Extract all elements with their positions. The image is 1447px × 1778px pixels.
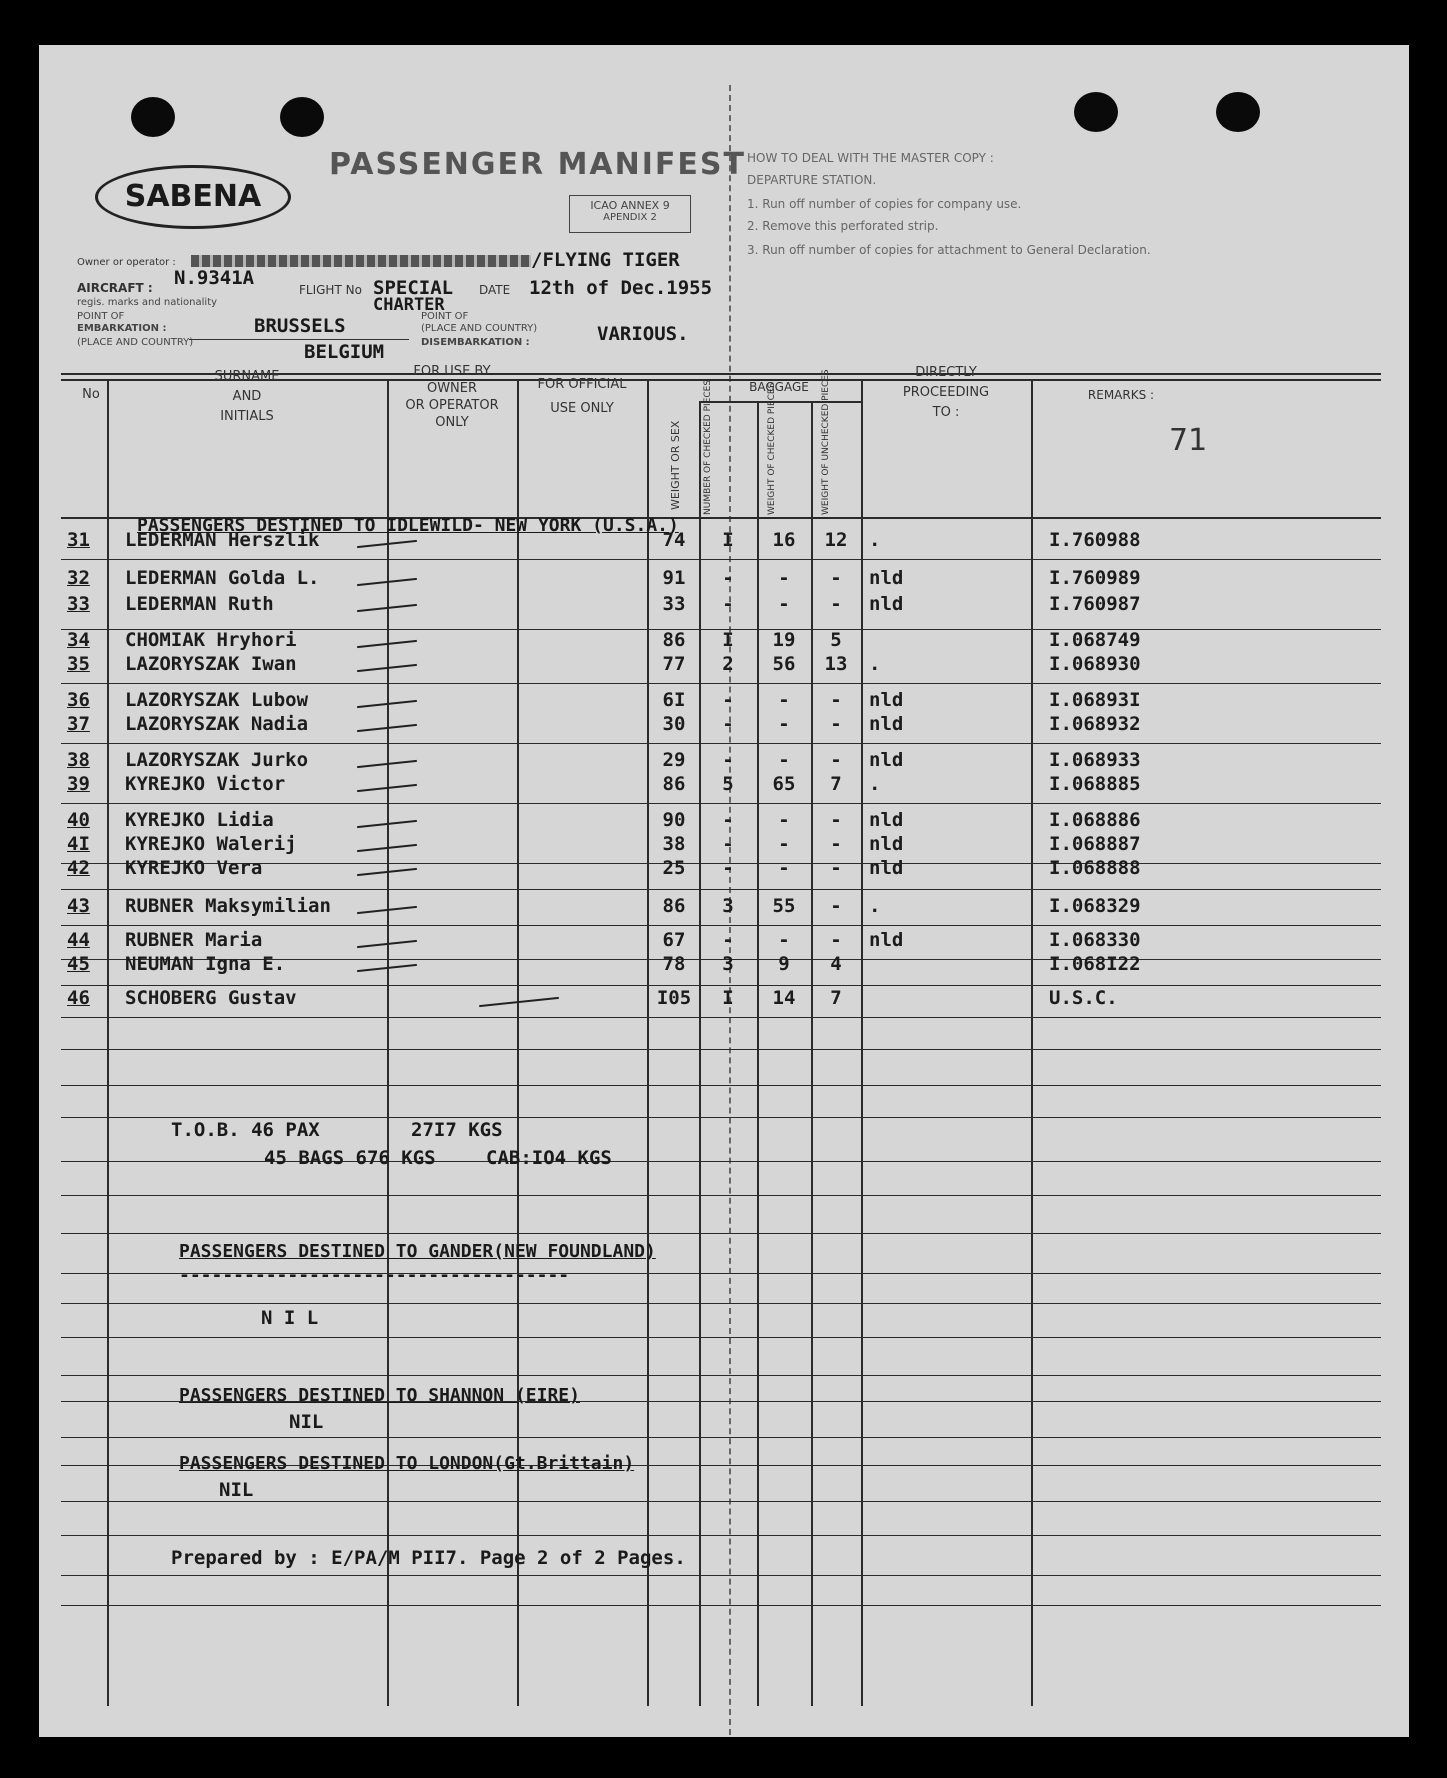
- baggage-weight-unchecked: 7: [830, 773, 842, 795]
- remarks-value: I.068886: [1049, 809, 1141, 831]
- passenger-weight: 77: [662, 653, 686, 675]
- passenger-weight: 33: [662, 593, 686, 615]
- flight-value-2: CHARTER: [373, 295, 445, 315]
- row-rule: [61, 1303, 1381, 1304]
- col-header-surname-2: AND: [232, 389, 262, 404]
- remarks-value: I.068329: [1049, 895, 1141, 917]
- row-rule: [61, 1337, 1381, 1338]
- baggage-pieces: -: [722, 857, 734, 879]
- embark-label-3: (PLACE AND COUNTRY): [77, 337, 194, 348]
- remarks-value: I.068930: [1049, 653, 1141, 675]
- passenger-weight: 90: [662, 809, 686, 831]
- baggage-weight-checked: -: [778, 809, 790, 831]
- row-rule: [61, 1501, 1381, 1502]
- col-header-weight-checked: WEIGHT OF CHECKED PIECES: [767, 382, 777, 515]
- passenger-no: 32: [67, 567, 90, 589]
- col-divider: [1031, 381, 1033, 1706]
- passenger-no: 34: [67, 629, 90, 651]
- flight-label: FLIGHT No: [299, 283, 362, 297]
- baggage-pieces: -: [722, 833, 734, 855]
- col-header-weight-unchecked: WEIGHT OF UNCHECKED PIECES: [821, 369, 831, 515]
- passenger-no: 37: [67, 713, 90, 735]
- footer-prepared-by: Prepared by : E/PA/M PII7. Page 2 of 2 Pages.: [171, 1547, 686, 1569]
- operator-label: Owner or operator :: [77, 257, 176, 268]
- baggage-weight-unchecked: -: [830, 929, 842, 951]
- directly-proceeding: nld: [869, 593, 904, 615]
- punch-hole: [1216, 92, 1260, 132]
- passenger-name: CHOMIAK Hryhori: [125, 629, 297, 651]
- directly-proceeding: nld: [869, 857, 904, 879]
- passenger-weight: I05: [656, 987, 692, 1009]
- disembark-label-2: (PLACE AND COUNTRY): [421, 323, 538, 334]
- passenger-no: 33: [67, 593, 90, 615]
- remarks-value: I.068932: [1049, 713, 1141, 735]
- col-divider: [107, 381, 109, 1706]
- directly-proceeding: nld: [869, 713, 904, 735]
- totals-bags: 45 BAGS 676 KGS: [264, 1147, 436, 1169]
- disembark-value: VARIOUS.: [597, 323, 689, 345]
- row-rule: [61, 1375, 1381, 1376]
- embark-value-1: BRUSSELS: [254, 315, 346, 337]
- baggage-pieces: I: [722, 987, 734, 1009]
- section-heading-gander: PASSENGERS DESTINED TO GANDER(NEW FOUNDLAND): [179, 1241, 656, 1262]
- passenger-name: LAZORYSZAK Lubow: [125, 689, 309, 711]
- baggage-weight-unchecked: 7: [830, 987, 842, 1009]
- col-header-directly-3: TO :: [932, 405, 960, 420]
- remarks-value: I.068933: [1049, 749, 1141, 771]
- baggage-weight-checked: 55: [772, 895, 796, 917]
- passenger-name: RUBNER Maria: [125, 929, 263, 951]
- logo-text: SABENA: [124, 179, 262, 214]
- col-header-surname-3: INITIALS: [220, 409, 274, 424]
- section-heading-shannon: PASSENGERS DESTINED TO SHANNON (EIRE): [179, 1385, 580, 1406]
- col-header-official: [517, 373, 647, 421]
- instruction-line: DEPARTURE STATION.: [747, 173, 877, 187]
- aircraft-label: AIRCRAFT :: [77, 281, 153, 295]
- col-header-baggage: BAGGAGE: [749, 380, 809, 394]
- col-header-weight-sex: WEIGHT OR SEX: [669, 420, 682, 510]
- directly-proceeding: nld: [869, 809, 904, 831]
- remarks-value: U.S.C.: [1049, 987, 1118, 1009]
- baggage-weight-checked: -: [778, 593, 790, 615]
- gander-nil: N I L: [261, 1307, 319, 1329]
- operator-strikeout: [191, 255, 531, 267]
- row-rule: [61, 743, 1381, 744]
- directly-proceeding: nld: [869, 929, 904, 951]
- aircraft-value: N.9341A: [174, 267, 255, 289]
- col-header-owner: [387, 363, 517, 431]
- col-header-official-1: FOR OFFICIAL: [537, 377, 627, 392]
- baggage-weight-checked: -: [778, 857, 790, 879]
- col-header-directly-2: PROCEEDING: [902, 385, 990, 400]
- annex-box: [569, 195, 691, 233]
- passenger-weight: 74: [662, 529, 686, 551]
- baggage-weight-checked: -: [778, 749, 790, 771]
- embark-value-2: BELGIUM: [304, 341, 385, 363]
- passenger-no: 31: [67, 529, 90, 551]
- passenger-name: KYREJKO Lidia: [125, 809, 274, 831]
- passenger-no: 39: [67, 773, 90, 795]
- row-rule: [61, 1233, 1381, 1234]
- directly-proceeding: .: [869, 895, 881, 917]
- col-header-surname-1: SURNAME: [214, 369, 280, 384]
- directly-proceeding: .: [869, 653, 881, 675]
- check-tick-mark: [479, 997, 559, 1007]
- baggage-pieces: I: [722, 529, 734, 551]
- col-header-owner-4: ONLY: [435, 415, 469, 430]
- embark-underline: [189, 339, 409, 340]
- baggage-weight-checked: 19: [772, 629, 796, 651]
- instruction-line: HOW TO DEAL WITH THE MASTER COPY :: [747, 151, 994, 165]
- punch-hole: [131, 97, 175, 137]
- baggage-pieces: -: [722, 689, 734, 711]
- passenger-name: LAZORYSZAK Jurko: [125, 749, 309, 771]
- row-rule: [61, 985, 1381, 986]
- remarks-value: I.068749: [1049, 629, 1141, 651]
- row-rule: [61, 1049, 1381, 1050]
- remarks-value: I.068887: [1049, 833, 1141, 855]
- baggage-weight-unchecked: 12: [824, 529, 848, 551]
- col-header-num-checked: NUMBER OF CHECKED PIECES: [703, 379, 713, 515]
- passenger-name: LEDERMAN Herszlik: [125, 529, 320, 551]
- totals-cabin: CAB:IO4 KGS: [486, 1147, 612, 1169]
- passenger-name: NEUMAN Igna E.: [125, 953, 286, 975]
- col-header-directly: [861, 363, 1031, 423]
- baggage-weight-checked: -: [778, 567, 790, 589]
- baggage-rule: [699, 401, 861, 403]
- baggage-weight-unchecked: 13: [824, 653, 848, 675]
- baggage-weight-checked: 65: [772, 773, 796, 795]
- baggage-pieces: I: [722, 629, 734, 651]
- passenger-no: 36: [67, 689, 90, 711]
- baggage-weight-unchecked: -: [830, 809, 842, 831]
- baggage-weight-unchecked: -: [830, 713, 842, 735]
- baggage-pieces: 3: [722, 895, 734, 917]
- baggage-pieces: -: [722, 929, 734, 951]
- page-title: PASSENGER MANIFEST: [329, 147, 746, 182]
- gander-dashes: ------------------------------------: [179, 1265, 570, 1286]
- col-header-owner-1: FOR USE BY: [413, 364, 491, 379]
- baggage-pieces: 3: [722, 953, 734, 975]
- instruction-line: 3. Run off number of copies for attachment to General Declaration.: [747, 243, 1151, 257]
- passenger-weight: 86: [662, 773, 686, 795]
- directly-proceeding: nld: [869, 567, 904, 589]
- aircraft-sub-label: regis. marks and nationality: [77, 297, 218, 308]
- baggage-weight-unchecked: -: [830, 895, 842, 917]
- disembark-label-1: POINT OF: [421, 311, 469, 322]
- passenger-name: KYREJKO Victor: [125, 773, 286, 795]
- baggage-weight-unchecked: 5: [830, 629, 842, 651]
- baggage-pieces: 2: [722, 653, 734, 675]
- row-rule: [61, 1605, 1381, 1606]
- passenger-weight: 67: [662, 929, 686, 951]
- baggage-weight-checked: -: [778, 689, 790, 711]
- remarks-value: I.760987: [1049, 593, 1141, 615]
- baggage-weight-unchecked: -: [830, 593, 842, 615]
- col-header-owner-3: OR OPERATOR: [405, 398, 499, 413]
- baggage-pieces: -: [722, 567, 734, 589]
- passenger-weight: 78: [662, 953, 686, 975]
- remarks-value: I.760989: [1049, 567, 1141, 589]
- annex-line-1: ICAO ANNEX 9: [590, 199, 670, 212]
- passenger-weight: 29: [662, 749, 686, 771]
- passenger-no: 45: [67, 953, 90, 975]
- passenger-weight: 91: [662, 567, 686, 589]
- totals-weight: 27I7 KGS: [411, 1119, 503, 1141]
- baggage-weight-checked: -: [778, 929, 790, 951]
- operator-value: /FLYING TIGER: [531, 249, 680, 271]
- directly-proceeding: nld: [869, 833, 904, 855]
- passenger-no: 46: [67, 987, 90, 1009]
- row-rule: [61, 1575, 1381, 1576]
- totals-pax: T.O.B. 46 PAX: [171, 1119, 320, 1141]
- col-header-remarks: REMARKS :: [1087, 388, 1155, 402]
- passenger-weight: 25: [662, 857, 686, 879]
- col-header-directly-1: DIRECTLY: [915, 365, 977, 380]
- directly-proceeding: nld: [869, 749, 904, 771]
- passenger-weight: 38: [662, 833, 686, 855]
- baggage-weight-unchecked: -: [830, 749, 842, 771]
- baggage-weight-checked: 56: [772, 653, 796, 675]
- remarks-value: I.068I22: [1049, 953, 1141, 975]
- disembark-label-3: DISEMBARKATION :: [421, 337, 530, 348]
- embark-label-1: POINT OF: [77, 311, 125, 322]
- baggage-weight-checked: 9: [778, 953, 790, 975]
- col-header-surname: [107, 367, 387, 427]
- baggage-weight-checked: 16: [772, 529, 796, 551]
- instruction-line: 2. Remove this perforated strip.: [747, 219, 939, 233]
- row-rule: [61, 1535, 1381, 1536]
- punch-hole: [1074, 92, 1118, 132]
- sabena-logo: [95, 165, 291, 229]
- passenger-name: LEDERMAN Golda L.: [125, 567, 320, 589]
- baggage-weight-unchecked: 4: [830, 953, 842, 975]
- row-rule: [61, 803, 1381, 804]
- passenger-no: 44: [67, 929, 90, 951]
- passenger-no: 35: [67, 653, 90, 675]
- row-rule: [61, 1117, 1381, 1118]
- passenger-weight: 30: [662, 713, 686, 735]
- baggage-pieces: -: [722, 749, 734, 771]
- row-rule: [61, 1437, 1381, 1438]
- directly-proceeding: nld: [869, 689, 904, 711]
- date-label: DATE: [479, 283, 511, 297]
- col-divider: [517, 381, 519, 1706]
- col-divider: [861, 381, 863, 1706]
- passenger-no: 40: [67, 809, 90, 831]
- col-divider: [647, 381, 649, 1706]
- punch-hole: [280, 97, 324, 137]
- remarks-value: I.06893I: [1049, 689, 1141, 711]
- passenger-weight: 86: [662, 895, 686, 917]
- row-rule: [61, 559, 1381, 560]
- baggage-pieces: 5: [722, 773, 734, 795]
- annex-line-2: APENDIX 2: [603, 212, 657, 223]
- embark-label-2: EMBARKATION :: [77, 323, 167, 334]
- passenger-name: KYREJKO Vera: [125, 857, 263, 879]
- col-header-official-2: USE ONLY: [550, 401, 614, 416]
- passenger-name: SCHOBERG Gustav: [125, 987, 297, 1009]
- section-heading-london: PASSENGERS DESTINED TO LONDON(Gt.Brittain): [179, 1453, 635, 1474]
- shannon-nil: NIL: [289, 1411, 324, 1433]
- remarks-value: I.068885: [1049, 773, 1141, 795]
- page-number: 71: [1169, 423, 1208, 458]
- passenger-weight: 86: [662, 629, 686, 651]
- row-rule: [61, 1017, 1381, 1018]
- row-rule: [61, 1085, 1381, 1086]
- manifest-sheet: [39, 45, 1409, 1737]
- baggage-weight-unchecked: -: [830, 833, 842, 855]
- passenger-name: KYREJKO Walerij: [125, 833, 297, 855]
- baggage-weight-unchecked: -: [830, 689, 842, 711]
- row-rule: [61, 683, 1381, 684]
- passenger-name: LEDERMAN Ruth: [125, 593, 274, 615]
- date-value: 12th of Dec.1955: [529, 277, 713, 299]
- remarks-value: I.068330: [1049, 929, 1141, 951]
- flight-value-1: SPECIAL: [373, 277, 454, 299]
- baggage-pieces: -: [722, 809, 734, 831]
- directly-proceeding: .: [869, 773, 881, 795]
- passenger-name: LAZORYSZAK Nadia: [125, 713, 309, 735]
- baggage-weight-checked: -: [778, 713, 790, 735]
- baggage-pieces: -: [722, 713, 734, 735]
- passenger-no: 4I: [67, 833, 90, 855]
- baggage-pieces: -: [722, 593, 734, 615]
- baggage-weight-unchecked: -: [830, 857, 842, 879]
- passenger-name: RUBNER Maksymilian: [125, 895, 331, 917]
- london-nil: NIL: [219, 1479, 254, 1501]
- passenger-weight: 6I: [662, 689, 686, 711]
- passenger-no: 38: [67, 749, 90, 771]
- passenger-name: LAZORYSZAK Iwan: [125, 653, 297, 675]
- col-header-owner-2: OWNER: [426, 381, 478, 396]
- remarks-value: I.068888: [1049, 857, 1141, 879]
- baggage-weight-checked: -: [778, 833, 790, 855]
- passenger-no: 42: [67, 857, 90, 879]
- baggage-weight-checked: 14: [772, 987, 796, 1009]
- instruction-line: 1. Run off number of copies for company use.: [747, 197, 1022, 211]
- baggage-weight-unchecked: -: [830, 567, 842, 589]
- row-rule: [61, 925, 1381, 926]
- col-header-no: No: [82, 387, 100, 402]
- remarks-value: I.760988: [1049, 529, 1141, 551]
- row-rule: [61, 889, 1381, 890]
- directly-proceeding: .: [869, 529, 881, 551]
- row-rule: [61, 1161, 1381, 1162]
- section-heading-newyork: PASSENGERS DESTINED TO IDLEWILD- NEW YORK (U.S.A.): [137, 515, 679, 536]
- row-rule: [61, 1195, 1381, 1196]
- passenger-no: 43: [67, 895, 90, 917]
